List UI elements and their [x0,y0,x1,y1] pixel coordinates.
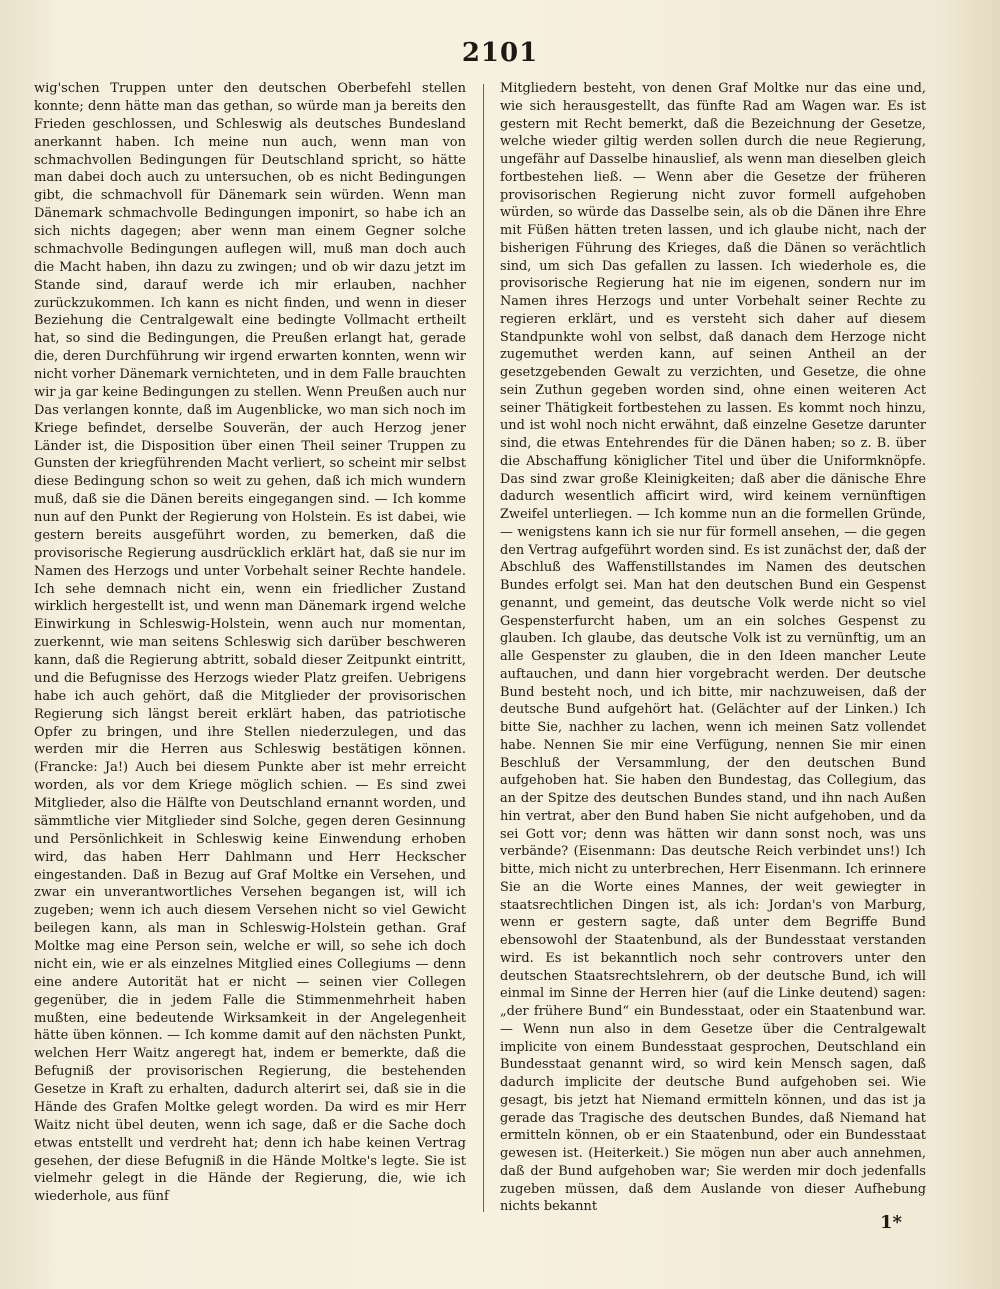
left-column-text: wig'schen Truppen unter den deutschen Oberbefehl stellen konnte; denn hätte man das gethan, so würde man ja bereits den Frieden geschlossen, und Schleswig als deutsches Bundesland anerkannt haben. Ich meine nun auch, wenn man von schmachvollen Bedingungen für Deutschland spricht, so hätte man dabei doch auch zu untersuchen, ob es nicht Bedingungen gibt, die schmachvoll für Dänemark sein würden. Wenn man Dänemark schmachvolle Bedingungen imponirt, so habe ich an sich nichts dagegen; aber wenn man einem Gegner solche schmachvolle Bedingungen auflegen will, muß man doch auch die Macht haben, ihn dazu zu zwingen; und ob wir dazu jetzt im Stande sind, darauf werde ich mir erlauben, nachher zurückzukommen. Ich kann es nicht finden, und wenn in dieser Beziehung die Centralgewalt eine bedingte Vollmacht ertheilt hat, so sind die Bedingungen, die Preußen erlangt hat, gerade die, deren Durchführung wir irgend erwarten konnten, wenn wir nicht vorher Dänemark vernichteten, und in dem Falle brauchten wir ja gar keine Bedingungen zu stellen. Wenn Preußen auch nur Das verlangen konnte, daß im Augenblicke, wo man sich noch im Kriege befindet, derselbe Souverän, der auch Herzog jener Länder ist, die Disposition über einen Theil seiner Truppen zu Gunsten der kriegführenden Macht verliert, so scheint mir selbst diese Bedingung schon so weit zu gehen, daß ich mich wundern muß, daß sie die Dänen bereits eingegangen sind. — Ich komme nun auf den Punkt der Regierung von Holstein. Es ist dabei, wie gestern bereits ausgeführt worden, zu bemerken, daß die provisorische Regierung ausdrücklich erklärt hat, daß sie nur im Namen des Herzogs und unter Vorbehalt seiner Rechte handele. Ich sehe demnach nicht ein, wenn ein friedlicher Zustand wirklich hergestellt ist, und wenn man Dänemark irgend welche Einwirkung in Schleswig-Holstein, wenn auch nur momentan, zuerkennt, wie man seitens Schleswig sich darüber beschweren kann, daß die Regierung abtritt, sobald dieser Zeitpunkt eintritt, und die Befugnisse des Herzogs wieder Platz greifen. Uebrigens habe ich auch gehört, daß die Mitglieder der provisorischen Regierung sich längst bereit erklärt haben, das patriotische Opfer zu bringen, und ihre Stellen niederzulegen, und das werden mir die Herren aus Schleswig bestätigen können. (Francke: Ja!) Auch bei diesem Punkte aber ist mehr erreicht worden, als vor dem Kriege möglich schien. — Es sind zwei Mitglieder, also die Hälfte von Deutschland ernannt worden, und sämmtliche vier Mitglieder sind Solche, gegen deren Gesinnung und Persönlichkeit in Schleswig keine Einwendung erhoben wird, das haben Herr Dahlmann und Herr Heckscher eingestanden. Daß in Bezug auf Graf Moltke ein Versehen, und zwar ein unverantwortliches Versehen begangen ist, will ich zugeben; wenn ich auch diesem Versehen nicht so viel Gewicht beilegen kann, als man in Schleswig-Holstein gethan. Graf Moltke mag eine Person sein, welche er will, so sehe ich doch nicht ein, wie er als einzelnes Mitglied eines Collegiums — denn eine andere Autorität hat er nicht — seinen vier Collegen gegenüber, die in jedem Falle die Stimmenmehrheit haben mußten, eine bedeutende Wirksamkeit in der Angelegenheit hätte üben können. — Ich komme damit auf den nächsten Punkt, welchen Herr Waitz angeregt hat, indem er bemerkte, daß die Befugniß der provisorischen Regierung, die bestehenden Gesetze in Kraft zu erhalten, dadurch alterirt sei, daß sie in die Hände des Grafen Moltke gelegt worden. Da wird es mir Herr Waitz nicht übel deuten, wenn ich sage, daß er die Sache doch etwas entstellt und verdreht hat; denn ich habe keinen Vertrag gesehen, der diese Befugniß in die Hände Moltke's legte. Sie ist vielmehr gelegt in die Hände der Regierung, die, wie ich wiederhole, aus fünf [34,81,466,1205]
signature-mark: 1* [880,1212,902,1233]
left-column [34,80,466,1220]
right-column [500,80,926,1220]
page-number: 2101 [461,38,539,68]
right-column-text: Mitgliedern besteht, von denen Graf Moltke nur das eine und, wie sich herausgestellt, das fünfte Rad am Wagen war. Es ist gestern mit Recht bemerkt, daß die Bezeichnung der Gesetze, welche wieder giltig werden sollen durch die neue Regierung, ungefähr auf Dasselbe hinauslief, als wenn man dieselben gleich fortbestehen ließ. — Wenn aber die Gesetze der früheren provisorischen Regierung nicht zuvor formell aufgehoben würden, so würde das Dasselbe sein, als ob die Dänen ihre Ehre mit Füßen hätten treten lassen, und ich glaube nicht, nach der bisherigen Führung des Krieges, daß die Dänen so verächtlich sind, um sich Das gefallen zu lassen. Ich wiederhole es, die provisorische Regierung hat nie im eigenen, sondern nur im Namen ihres Herzogs und unter Vorbehalt seiner Rechte zu regieren erklärt, und es versteht sich daher auf diesem Standpunkte wohl von selbst, daß danach dem Herzoge nicht zugemuthet werden kann, auf seinen Antheil an der gesetzgebenden Gewalt zu verzichten, und Gesetze, die ohne sein Zuthun gegeben worden sind, ohne einen weiteren Act seiner Thätigkeit fortbestehen zu lassen. Es kommt noch hinzu, und ist wohl noch nicht erwähnt, daß einzelne Gesetze darunter sind, die etwas Entehrendes für die Dänen haben; so z. B. über die Abschaffung königlicher Titel und über die Uniformknöpfe. Das sind zwar große Kleinigkeiten; daß aber die dänische Ehre dadurch wesentlich afficirt wird, wird keinem vernünftigen Zweifel unterliegen. — Ich komme nun an die formellen Gründe, — wenigstens kann ich sie nur für formell ansehen, — die gegen den Vertrag aufgeführt worden sind. Es ist zunächst der, daß der Abschluß des Waffenstillstandes im Namen des deutschen Bundes erfolgt sei. Man hat den deutschen Bund ein Gespenst genannt, und gemeint, das deutsche Volk werde nicht so viel Gespensterfurcht haben, um an ein solches Gespenst zu glauben. Ich glaube, das deutsche Volk ist zu vernünftig, um an alle Gespenster zu glauben, die in den Ideen mancher Leute auftauchen, und dann hier vorgebracht werden. Der deutsche Bund besteht noch, und ich bitte, mir nachzuweisen, daß der deutsche Bund aufgehört hat. (Gelächter auf der Linken.) Ich bitte Sie, nachher zu lachen, wenn ich meinen Satz vollendet habe. Nennen Sie mir eine Verfügung, nennen Sie mir einen Beschluß der Versammlung, der den deutschen Bund aufgehoben hat. Sie haben den Bundestag, das Collegium, das an der Spitze des deutschen Bundes stand, und ihn nach Außen hin vertrat, aber den Bund haben Sie nicht aufgehoben, und da sei Gott vor; denn was hätten wir dann sonst noch, was uns verbände? (Eisenmann: Das deutsche Reich verbindet uns!) Ich bitte, mich nicht zu unterbrechen, Herr Eisenmann. Ich erinnere Sie an die Worte eines Mannes, der weit gewiegter in staatsrechtlichen Dingen ist, als ich: Jordan's von Marburg, wenn er gestern sagte, daß unter dem Begriffe Bund ebensowohl der Staatenbund, als der Bundesstaat verstanden wird. Es ist bekanntlich noch sehr controvers unter den deutschen Staatsrechtslehrern, ob der deutsche Bund, ich will einmal im Sinne der Herren hier (auf die Linke deutend) sagen: „der frühere Bund“ ein Bundesstaat, oder ein Staatenbund war. — Wenn nun also in dem Gesetze über die Centralgewalt implicite von einem Bundesstaat gesprochen, Deutschland ein Bundesstaat genannt wird, so wird kein Mensch sagen, daß dadurch implicite der deutsche Bund aufgehoben sei. Wie gesagt, bis jetzt hat Niemand ermitteln können, und das ist ja gerade das Tragische des deutschen Bundes, daß Niemand hat ermitteln können, ob er ein Staatenbund, oder ein Bundesstaat gewesen ist. (Heiterkeit.) Sie mögen nun aber auch annehmen, daß der Bund aufgehoben war; Sie werden mir doch jedenfalls zugeben müssen, daß dem Auslande von dieser Aufhebung nichts bekannt [500,81,926,1215]
column-divider [483,84,484,1212]
